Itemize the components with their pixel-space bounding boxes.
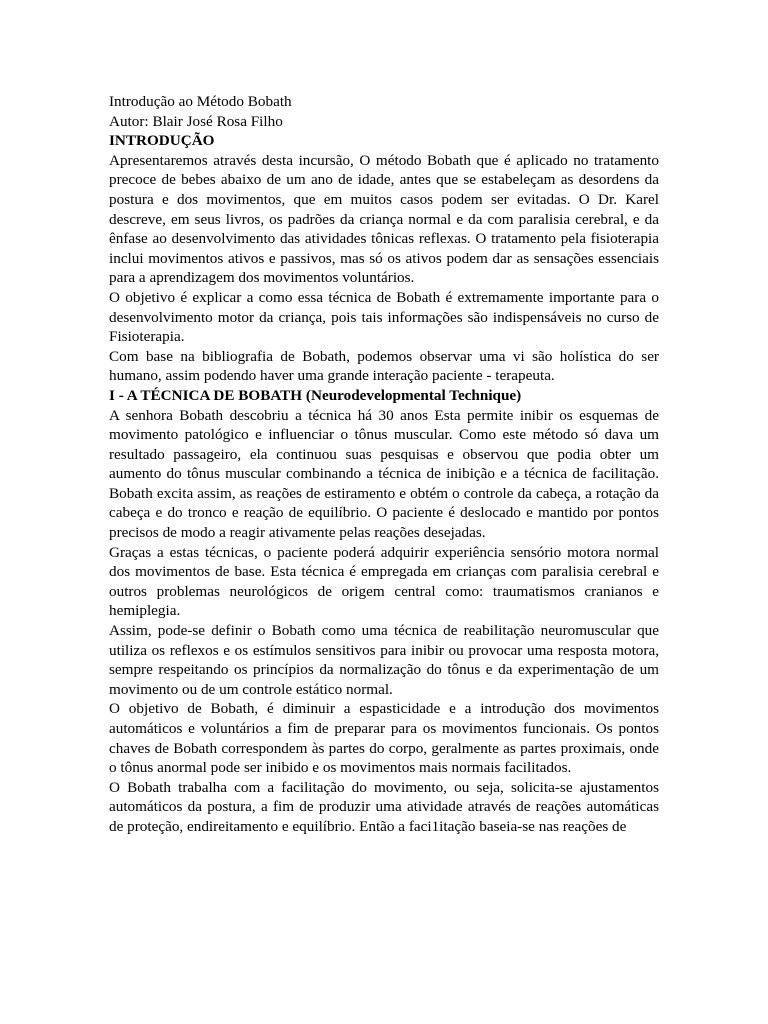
paragraph: Assim, pode-se definir o Bobath como uma técnica de reabilitação neuromuscular que utiliza os reflexos e os estímulos sensitivos para inibir ou provocar uma resposta motora, sempre respeitando os princípios da normalização do tônus e da experimentação de um movimento ou de um controle estático normal. <box>109 622 659 698</box>
document-author: Autor: Blair José Rosa Filho <box>109 112 283 130</box>
paragraph: A senhora Bobath descobriu a técnica há 30 anos Esta permite inibir os esquemas de movimento patológico e influenciar o tônus muscular. Como este método só dava um resultado passageiro, ela continuou suas pesquisas e observou que podia obter um aumento do tônus muscular combinando a técnica de inibição e a técnica de facilitação. Bobath excita assim, as reações de estiramento e obtém o controle da cabeça, a rotação da cabeça e do tronco e reação de equilíbrio. O paciente é deslocado e mantido por pontos precisos de modo a reagir ativamente pelas reações desejadas. <box>109 406 659 542</box>
document-title: Introdução ao Método Bobath <box>109 93 292 110</box>
paragraph: O Bobath trabalha com a facilitação do movimento, ou seja, solicita-se ajustamentos automáticos da postura, a fim de produzir uma atividade através de reações automáticas de proteção, endireitamento e equilíbrio. Então a faci1itação baseia-se nas reações de <box>109 778 659 835</box>
paragraph: Apresentaremos através desta incursão, O método Bobath que é aplicado no tratamento precoce de bebes abaixo de um ano de idade, antes que se estabeleçam as desordens da postura e dos movimentos, que em muitos casos podem ser evitadas. O Dr. Karel descreve, em seus livros, os padrões da criança normal e da com paralisia cerebral, e da ênfase ao desenvolvimento das atividades tônicas reflexas. O tratamento pela fisioterapia inclui movimentos ativos e passivos, mas só os ativos podem dar as sensações essenciais para a aprendizagem dos movimentos voluntários. <box>109 151 659 287</box>
paragraph: Com base na bibliografia de Bobath, podemos observar uma vi são holística do ser humano, assim podendo haver uma grande interação paciente - terapeuta. <box>109 347 659 385</box>
paragraph: Graças a estas técnicas, o paciente poderá adquirir experiência sensório motora normal dos movimentos de base. Esta técnica é empregada em crianças com paralisia cerebral e outros problemas neurológicos de origem central como: traumatismos cranianos e hemiplegia. <box>109 543 659 620</box>
section-heading: I - A TÉCNICA DE BOBATH (Neurodevelopmental Technique) <box>109 386 522 404</box>
paragraph: O objetivo é explicar a como essa técnica de Bobath é extremamente importante para o desenvolvimento motor da criança, pois tais informações são indispensáveis no curso de Fisioterapia. <box>109 288 659 346</box>
paragraph: O objetivo de Bobath, é diminuir a espasticidade e a introdução dos movimentos automáticos e voluntários a fim de preparar para os movimentos funcionais. Os pontos chaves de Bobath correspondem às partes do corpo, geralmente as partes proximais, onde o tônus anormal pode ser inibido e os movimentos mais normais facilitados. <box>109 700 659 777</box>
intro-heading: INTRODUÇÃO <box>109 132 215 150</box>
